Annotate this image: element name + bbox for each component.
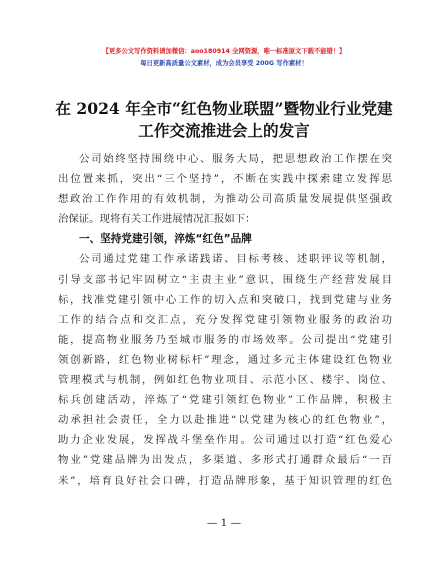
document-title-line-1: 在 2024 年全市“红色物业联盟”暨物业行业党建 bbox=[55, 99, 393, 118]
paragraph-line: 标兵创建活动，淬炼了“党建引领红色物业”工作品牌，积极主 bbox=[58, 394, 392, 407]
paragraph-line: 想政治工作作用的有效机制，为推动公司高质量发展提供坚强政 bbox=[58, 193, 392, 206]
paragraph-line: 公司始终坚持围绕中心、服务大局，把思想政治工作摆在突 bbox=[79, 153, 392, 165]
paragraph-line: 助力企业发展，发挥战斗堡垒作用。公司通过以打造“红色爱心 bbox=[58, 434, 392, 447]
page-number: — 1 — bbox=[206, 517, 242, 529]
promo-banner-red: 【更多公文写作资料请加微信：aoo180914 全网资源，唯一标准原文下载不能错！】 bbox=[102, 48, 346, 55]
document-body bbox=[58, 149, 392, 491]
paragraph-line: 动承担社会责任，全力以赴推进“以党建为核心的红色物业”， bbox=[58, 414, 392, 427]
promo-banner-blue: 每日更新高质量公文素材，成为会员享受 200G 写作素材！ bbox=[140, 60, 308, 67]
paragraph-line: 物业”党建品牌为出发点，多渠道、多形式打通群众最后“一百 bbox=[58, 454, 392, 467]
paragraph-line: 领创新路，红色物业树标杆”理念，通过多元主体建设红色物业 bbox=[58, 353, 392, 366]
paragraph-line: 米”，培育良好社会口碑，打造品牌形象，基于知识管理的红色 bbox=[58, 474, 392, 487]
paragraph-line: 出位置来抓，突出“三个坚持”，不断在实践中探索建立发挥思 bbox=[58, 173, 392, 186]
paragraph-line: 公司通过党建工作承诺践诺、目标考核、述职评议等机制， bbox=[79, 253, 392, 266]
paragraph-line: 标，找准党建引领中心工作的切入点和突破口，找到党建与业务 bbox=[58, 293, 392, 306]
paragraph-line: 工作的结合点和交汇点，充分发挥党建引领物业服务的政治功 bbox=[58, 313, 392, 326]
paragraph-line: 能，提高物业服务乃至城市服务的市场效率。公司提出“党建引 bbox=[58, 333, 392, 346]
paragraph-line: 引导支部书记牢固树立“主责主业”意识，围绕生产经营发展目 bbox=[58, 273, 392, 286]
document-title-line-2: 工作交流推进会上的发言 bbox=[138, 121, 310, 140]
paragraph-line: 管理模式与机制，例如红色物业项目、示范小区、楼宇、岗位、 bbox=[58, 374, 392, 387]
paragraph-line: 治保证。现将有关工作进展情况汇报如下： bbox=[58, 213, 256, 226]
section-heading: 一、坚持党建引领，淬炼“红色”品牌 bbox=[79, 233, 252, 246]
